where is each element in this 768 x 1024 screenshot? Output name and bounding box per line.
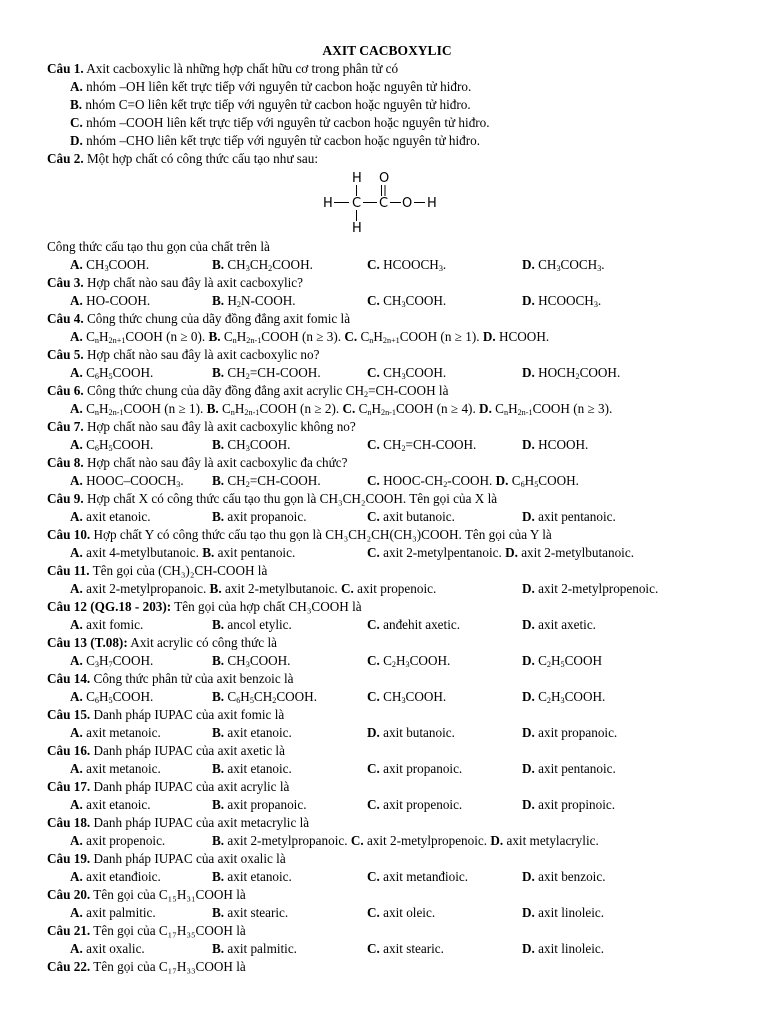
option-b: B. $CH_2=CH$-COOH. bbox=[212, 473, 321, 490]
option-a: A. $C_3H_7COOH$. bbox=[70, 653, 154, 670]
document-title: AXIT CACBOXYLIC bbox=[322, 43, 452, 58]
document bbox=[47, 42, 727, 976]
structural-formula bbox=[47, 168, 727, 238]
option-a: A. axit etanoic. bbox=[70, 509, 151, 524]
question-5: Câu 5. Hợp chất nào sau đây là axit cacboxylic no? bbox=[47, 347, 320, 362]
question-21: Câu 21. Tên gọi của C₁₇H₃₅COOH là bbox=[47, 923, 246, 938]
option-b: B. axit palmitic. bbox=[212, 941, 297, 956]
option-c: C. $CH_3COOH$. bbox=[367, 365, 447, 382]
option-a: A. axit fomic. bbox=[70, 617, 144, 632]
options-row bbox=[47, 832, 727, 850]
option-b: B. nhóm C=O liên kết trực tiếp với nguyên tử cacbon hoặc nguyên tử hiđro. bbox=[70, 97, 471, 112]
question-19: Câu 19. Danh pháp IUPAC của axit oxalic là bbox=[47, 851, 286, 866]
option-c: C. axit stearic. bbox=[367, 941, 444, 956]
atom-o-top: O bbox=[379, 171, 390, 186]
options-line: A. $C_nH_{2n+1}COOH$ (n ≥ 0). B. $C_nH_{2n-1}COOH$ (n ≥ 3). C. $C_nH_{2n+1}COOH$ (n ≥ 1). D. HCOOH. bbox=[70, 329, 550, 346]
options-row bbox=[47, 544, 727, 562]
options-row bbox=[47, 904, 727, 922]
option-c-d: C. HOOC-$CH_2$-COOH. D. $C_6H_5COOH$. bbox=[367, 473, 579, 490]
option-c: C. $C_2H_3COOH$. bbox=[367, 653, 451, 670]
option-b: B. axit etanoic. bbox=[212, 869, 292, 884]
option-c: C. $CH_3COOH$. bbox=[367, 689, 447, 706]
option-d: D. $CH_3COCH_3$. bbox=[522, 257, 605, 274]
option-c: C. $CH_3COOH$. bbox=[367, 293, 447, 310]
option-a: A. axit oxalic. bbox=[70, 941, 145, 956]
option-b: B. axit propanoic. bbox=[212, 509, 307, 524]
question-text: Axit cacboxylic là những hợp chất hữu cơ trong phân tử có bbox=[86, 61, 399, 76]
option-a-b: A. axit 4-metylbutanoic. B. axit pentanoic. bbox=[70, 545, 296, 560]
option-a: A. $C_6H_5COOH$. bbox=[70, 437, 154, 454]
options-row bbox=[47, 472, 727, 490]
option-d: D. axit linoleic. bbox=[522, 941, 605, 956]
option-c: C. axit oleic. bbox=[367, 905, 436, 920]
option-d: D. axit pentanoic. bbox=[522, 509, 616, 524]
option-d: D. axit propinoic. bbox=[522, 797, 616, 812]
options-row bbox=[47, 436, 727, 454]
options-row bbox=[47, 292, 727, 310]
options-row bbox=[47, 580, 727, 598]
option-a: A. $CH_3COOH$. bbox=[70, 257, 150, 274]
question-20: Câu 20. Tên gọi của C₁₅H₃₁COOH là bbox=[47, 887, 246, 902]
question-2 bbox=[47, 150, 727, 168]
options-row bbox=[47, 940, 727, 958]
option-a: A. axit propenoic. bbox=[70, 833, 166, 848]
option-d: D. axit axetic. bbox=[522, 617, 596, 632]
option-d: D. $C_2H_3COOH$. bbox=[522, 689, 606, 706]
question-15: Câu 15. Danh pháp IUPAC của axit fomic là bbox=[47, 707, 285, 722]
options-row bbox=[47, 796, 727, 814]
option-a: A. HOOC–$COOCH_3$. bbox=[70, 473, 184, 490]
option-c: C. axit propanoic. bbox=[367, 761, 463, 776]
option-b: B. $C_6H_5CH_2COOH$. bbox=[212, 689, 317, 706]
option-a: A. $C_6H_5COOH$. bbox=[70, 689, 154, 706]
option-b: B. ancol etylic. bbox=[212, 617, 292, 632]
question-14: Câu 14. Công thức phân tử của axit benzoic là bbox=[47, 671, 294, 686]
question-2-follow: Công thức cấu tạo thu gọn của chất trên là bbox=[47, 239, 270, 254]
atom-c-2: C bbox=[379, 196, 389, 211]
option-b: B. $CH_3CH_2COOH$. bbox=[212, 257, 313, 274]
option-a: A. axit metanoic. bbox=[70, 761, 161, 776]
options-row bbox=[47, 508, 727, 526]
option-c: C. axit butanoic. bbox=[367, 509, 455, 524]
option-a-b-c: A. axit 2-metylpropanoic. B. axit 2-metylbutanoic. C. axit propenoic. bbox=[70, 581, 437, 596]
question-9: Câu 9. Hợp chất X có công thức cấu tạo thu gọn là CH₃CH₂COOH. Tên gọi của X là bbox=[47, 491, 498, 506]
option-a: A. HO-COOH. bbox=[70, 293, 151, 308]
options-line: A. $C_nH_{2n-1}COOH$ (n ≥ 1). B. $C_nH_{2n-1}COOH$ (n ≥ 2). C. $C_nH_{2n-1}COOH$ (n ≥ 4). D. $C_nH_{2n-1}COOH$ (n ≥ 3). bbox=[70, 401, 613, 418]
option-c: C. axit propenoic. bbox=[367, 797, 463, 812]
question-3: Câu 3. Hợp chất nào sau đây là axit cacboxylic? bbox=[47, 275, 303, 290]
options-row bbox=[47, 688, 727, 706]
acetic-acid-structure-diagram bbox=[319, 168, 449, 238]
option-c: C. $CH_2=CH$-COOH. bbox=[367, 437, 477, 454]
option-b: B. $CH_3COOH$. bbox=[212, 437, 291, 454]
option-b: B. axit propanoic. bbox=[212, 797, 307, 812]
option-c-d: C. axit 2-metylpentanoic. D. axit 2-metylbutanoic. bbox=[367, 545, 634, 560]
option-d: D. $C_2H_5COOH$ bbox=[522, 653, 603, 670]
option-a: A. axit etanoic. bbox=[70, 797, 151, 812]
question-4: Câu 4. Công thức chung của dãy đồng đẳng axit fomic là bbox=[47, 311, 351, 326]
option-b-c-d: B. axit 2-metylpropanoic. C. axit 2-metylpropenoic. D. axit metylacrylic. bbox=[212, 833, 599, 848]
question-text: Một hợp chất có công thức cấu tạo như sau: bbox=[86, 151, 319, 166]
question-10: Câu 10. Hợp chất Y có công thức cấu tạo thu gọn là CH₃CH₂CH(CH₃)COOH. Tên gọi của Y là bbox=[47, 527, 552, 542]
question-7: Câu 7. Hợp chất nào sau đây là axit cacboxylic không no? bbox=[47, 419, 356, 434]
option-d: D. $HCOOCH_3$. bbox=[522, 293, 602, 310]
option-c: D. axit butanoic. bbox=[367, 725, 455, 740]
options-row bbox=[47, 760, 727, 778]
question-16: Câu 16. Danh pháp IUPAC của axit axetic là bbox=[47, 743, 285, 758]
options-row bbox=[47, 868, 727, 886]
atom-c-1: C bbox=[352, 196, 362, 211]
option-b: B. axit etanoic. bbox=[212, 725, 292, 740]
question-8: Câu 8. Hợp chất nào sau đây là axit cacboxylic đa chức? bbox=[47, 455, 348, 470]
option-d: D. axit benzoic. bbox=[522, 869, 606, 884]
option-a: A. axit metanoic. bbox=[70, 725, 161, 740]
question-18: Câu 18. Danh pháp IUPAC của axit metacrylic là bbox=[47, 815, 310, 830]
question-1 bbox=[47, 60, 727, 78]
question-11: Câu 11. Tên gọi của (CH₃)₂CH-COOH là bbox=[47, 563, 268, 578]
question-22: Câu 22. Tên gọi của C₁₇H₃₃COOH là bbox=[47, 959, 246, 974]
atom-h-right: H bbox=[427, 196, 437, 211]
question-13: Câu 13 (T.08): Axit acrylic có công thức là bbox=[47, 635, 277, 650]
question-17: Câu 17. Danh pháp IUPAC của axit acrylic là bbox=[47, 779, 290, 794]
option-a: A. $C_6H_5COOH$. bbox=[70, 365, 154, 382]
option-b: B. $H_2N$-COOH. bbox=[212, 293, 296, 310]
option-d: D. axit 2-metylpropenoic. bbox=[522, 581, 659, 596]
option-b: B. axit etanoic. bbox=[212, 761, 292, 776]
option-c: C. anđehit axetic. bbox=[367, 617, 461, 632]
option-d: D. nhóm –CHO liên kết trực tiếp với nguyên tử cacbon hoặc nguyên tử hiđro. bbox=[70, 133, 481, 148]
options-row bbox=[47, 724, 727, 742]
options-row bbox=[47, 364, 727, 382]
question-number: Câu 2. bbox=[47, 151, 84, 166]
option-c: C. axit metanđioic. bbox=[367, 869, 469, 884]
atom-h-left: H bbox=[323, 196, 333, 211]
option-b: B. axit stearic. bbox=[212, 905, 289, 920]
options-row bbox=[47, 616, 727, 634]
question-6: Câu 6. Công thức chung của dãy đồng đẳng axit acrylic $CH_2=CH$-COOH là bbox=[47, 383, 449, 400]
option-d: D. axit pentanoic. bbox=[522, 761, 616, 776]
options-row bbox=[47, 652, 727, 670]
option-c: C. nhóm –COOH liên kết trực tiếp với nguyên tử cacbon hoặc nguyên tử hiđro. bbox=[70, 115, 490, 130]
option-d: D. axit linoleic. bbox=[522, 905, 605, 920]
atom-h-bottom: H bbox=[352, 221, 362, 236]
option-a: A. axit palmitic. bbox=[70, 905, 156, 920]
atom-o-right: O bbox=[402, 196, 413, 211]
options-row bbox=[47, 256, 727, 274]
question-12: Câu 12 (QG.18 - 203): Tên gọi của hợp chất CH₃COOH là bbox=[47, 599, 362, 614]
option-a: A. nhóm –OH liên kết trực tiếp với nguyên tử cacbon hoặc nguyên tử hiđro. bbox=[70, 79, 472, 94]
option-d: D. HCOOH. bbox=[522, 437, 589, 452]
option-d: D. axit propanoic. bbox=[522, 725, 618, 740]
option-d: D. $HOCH_2COOH$. bbox=[522, 365, 621, 382]
option-b: B. $CH_3COOH$. bbox=[212, 653, 291, 670]
question-number: Câu 1. bbox=[47, 61, 84, 76]
option-c: C. $HCOOCH_3$. bbox=[367, 257, 447, 274]
option-a: A. axit etanđioic. bbox=[70, 869, 161, 884]
option-b: B. $CH_2=CH$-COOH. bbox=[212, 365, 321, 382]
atom-h-top: H bbox=[352, 171, 362, 186]
